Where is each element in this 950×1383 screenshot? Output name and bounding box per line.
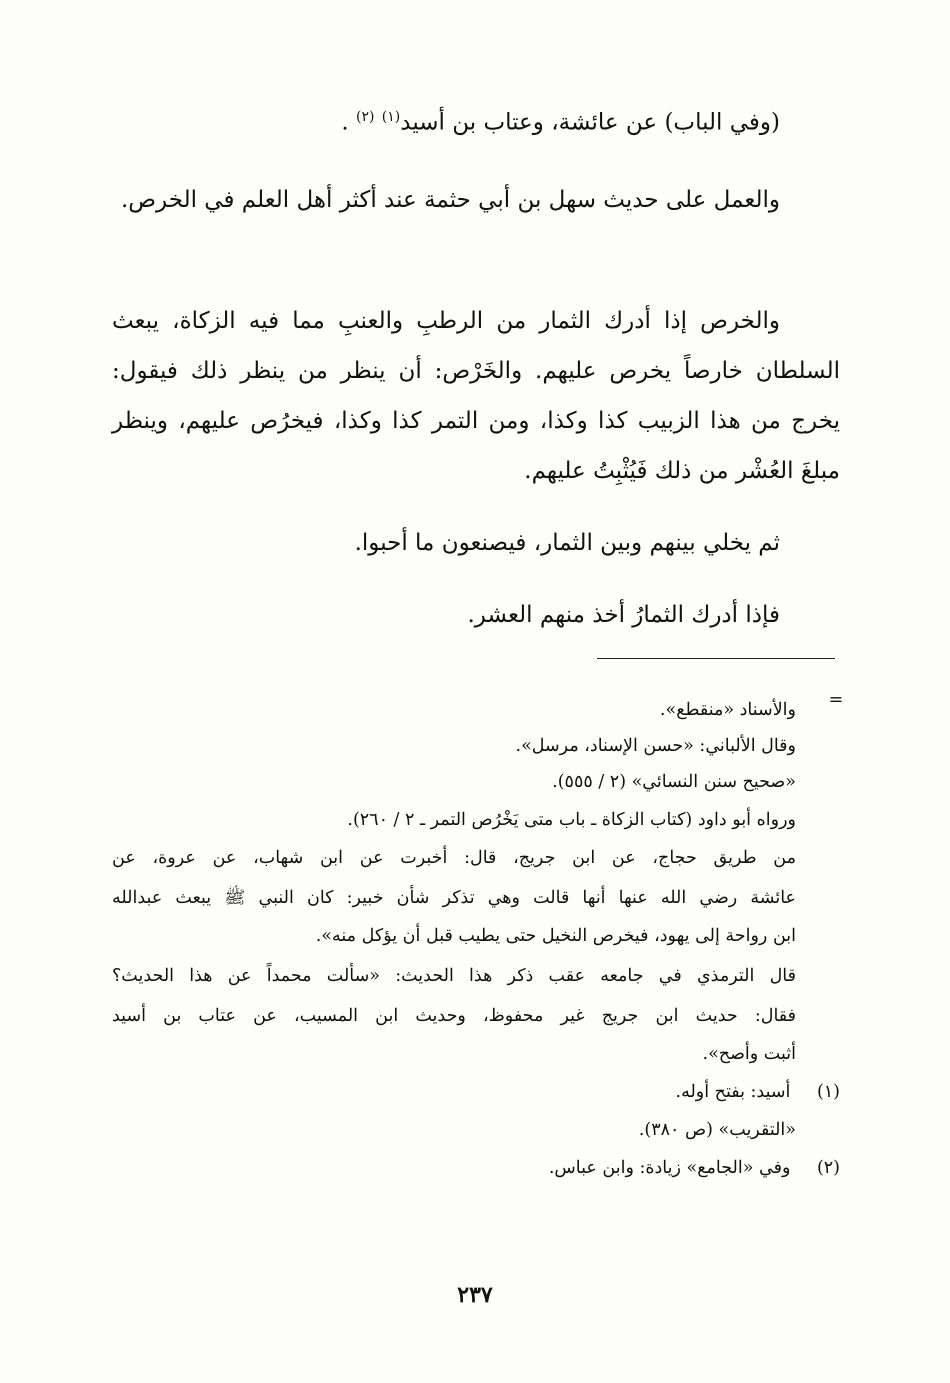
footnote-line: «صحيح سنن النسائي» (٢ / ٥٥٥). bbox=[552, 772, 796, 792]
paragraph-4: ثم يخلي بينهم وبين الثمار، فيصنعون ما أحبوا. bbox=[354, 530, 780, 556]
paragraph-1-end: . bbox=[341, 109, 349, 136]
page-number: ٢٣٧ bbox=[457, 1282, 493, 1308]
footnote-line: وقال الألباني: «حسن الإسناد، مرسل». bbox=[515, 736, 796, 756]
footnote-line: أثبت وأصح». bbox=[702, 1044, 796, 1064]
footnote-1-number: (١) bbox=[816, 1082, 840, 1102]
footnote-1-text: أسيد: بفتح أوله. bbox=[675, 1082, 791, 1102]
footnote-line: ورواه أبو داود (كتاب الزكاة ـ باب متى يَخْرُص التمر ـ ٢ / ٢٦٠). bbox=[347, 810, 796, 830]
footnote-2-text: وفي «الجامع» زيادة: وابن عباس. bbox=[548, 1158, 791, 1178]
footnote-1 bbox=[112, 1072, 840, 1112]
footnote-line: عائشة رضي الله عنها أنها قالت وهي تذكر شأن خبير: كان النبي ﷺ يبعث عبدالله bbox=[112, 888, 796, 908]
footnote-2 bbox=[112, 1148, 840, 1188]
paragraph-1-text: (وفي الباب) عن عائشة، وعتاب بن أسيد bbox=[400, 109, 780, 136]
footnote-line: قال الترمذي في جامعه عقب ذكر هذا الحديث: «سألت محمداً عن هذا الحديث؟ bbox=[112, 966, 796, 986]
footnote-line: ابن رواحة إلى يهود، فيخرص النخيل حتى يطيب قبل أن يؤكل منه». bbox=[315, 926, 796, 946]
footnote-line: والأسناد «منقطع». bbox=[659, 700, 796, 720]
paragraph-2: والعمل على حديث سهل بن أبي حثمة عند أكثر أهل العلم في الخرص. bbox=[120, 187, 780, 213]
footnote-line: «التقريب» (ص ٣٨٠). bbox=[638, 1120, 796, 1140]
paragraph-3: والخرص إذا أدرك الثمار من الرطبِ والعنبِ مما فيه الزكاة، يبعث السلطان خارصاً يخرص عليهم. والخَرْص: أن ينظر من ينظر ذلك فيقول: يخرج من هذا الزبيب كذا وكذا، ومن التمر كذا وكذا، فيخرُص عليهم، وينظر مبلغَ العُشْر من ذلك فَيُثْبِتُ عليهم. bbox=[112, 308, 840, 484]
paragraph-1 bbox=[112, 92, 840, 148]
footnote-ref-2[interactable]: (٢) bbox=[356, 109, 375, 125]
paragraph-5: فإذا أدرك الثمارُ أخذ منهم العشر. bbox=[467, 602, 780, 628]
footnote-line: فقال: حديث ابن جريج غير محفوظ، وحديث ابن المسيب، عن عتاب بن أسيد bbox=[112, 1006, 796, 1026]
footnote-line: من طريق حجاج، عن ابن جريج، قال: أخبرت عن ابن شهاب، عن عروة، عن bbox=[112, 848, 796, 868]
footnote-ref-1[interactable]: (١) bbox=[381, 109, 401, 125]
continuation-mark: = bbox=[828, 690, 844, 710]
footnote-2-number: (٢) bbox=[816, 1158, 840, 1178]
footnote-separator bbox=[597, 658, 835, 659]
